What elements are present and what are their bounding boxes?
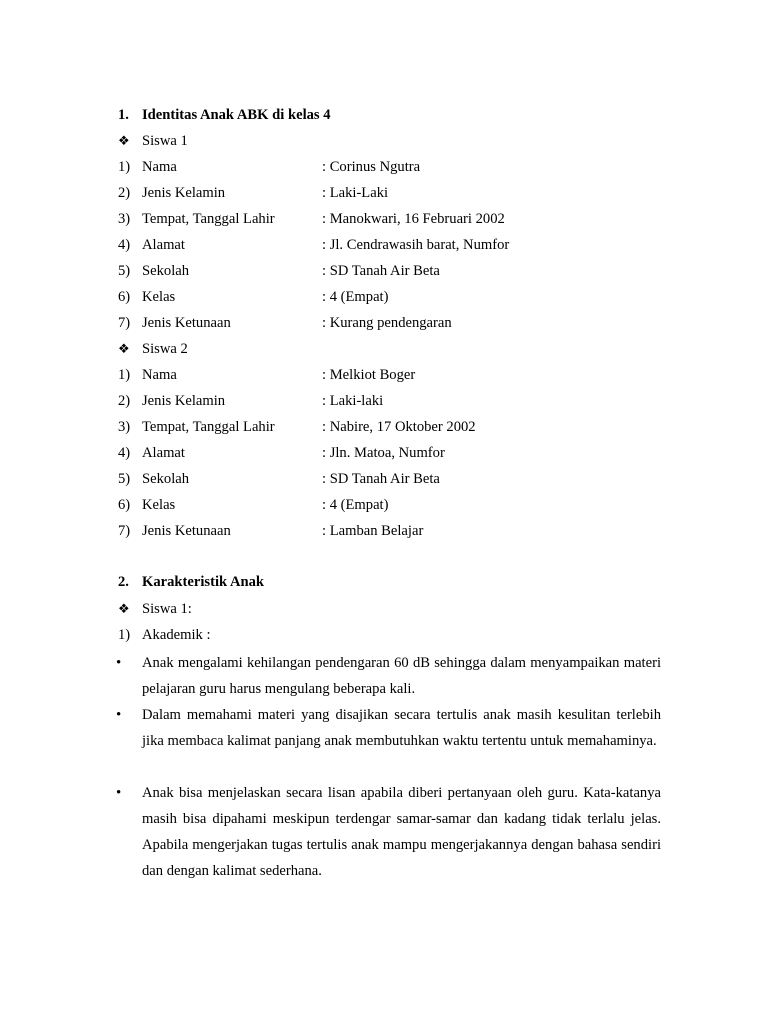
section-2-number: 2.: [118, 574, 129, 590]
row-number: 4): [118, 445, 131, 461]
row-value: : Corinus Ngutra: [322, 159, 421, 175]
row-label: Tempat, Tanggal Lahir: [142, 419, 275, 435]
row-label: Jenis Ketunaan: [142, 315, 231, 331]
section-1-title: Identitas Anak ABK di kelas 4: [142, 107, 331, 123]
row-label: Tempat, Tanggal Lahir: [142, 211, 275, 227]
row-value: : Laki-laki: [322, 393, 384, 409]
row-label: Sekolah: [142, 471, 190, 487]
row-value: : Laki-Laki: [322, 185, 389, 201]
row-number: 5): [118, 471, 131, 487]
diamond-bullet-icon: ❖: [118, 341, 130, 356]
row-value: : SD Tanah Air Beta: [322, 263, 440, 279]
section-1-number: 1.: [118, 107, 129, 123]
row-value: : Melkiot Boger: [322, 367, 416, 383]
row-value: : Kurang pendengaran: [322, 315, 452, 331]
row-number: 6): [118, 497, 131, 513]
row-label: Jenis Ketunaan: [142, 523, 231, 539]
row-number: 2): [118, 185, 131, 201]
row-value: : Jln. Matoa, Numfor: [322, 445, 445, 461]
row-label: Nama: [142, 159, 177, 175]
row-number: 3): [118, 419, 131, 435]
row-value: : Jl. Cendrawasih barat, Numfor: [322, 237, 510, 253]
row-number: 4): [118, 237, 131, 253]
row-value: : 4 (Empat): [322, 289, 389, 305]
row-number: 6): [118, 289, 131, 305]
bullet-paragraph-2: Dalam memahami materi yang disajikan secara tertulis anak masih kesulitan terlebih jika membaca kalimat panjang anak membutuhkan waktu tertentu untuk memahaminya.: [142, 707, 661, 749]
row-label: Sekolah: [142, 263, 190, 279]
row-value: : Manokwari, 16 Februari 2002: [322, 211, 505, 227]
row-label: Jenis Kelamin: [142, 393, 226, 409]
academic-label: Akademik :: [142, 627, 211, 643]
row-value: : SD Tanah Air Beta: [322, 471, 440, 487]
bullet-icon: •: [116, 785, 122, 801]
section-2-title: Karakteristik Anak: [142, 574, 265, 590]
row-number: 5): [118, 263, 131, 279]
row-number: 2): [118, 393, 131, 409]
row-label: Alamat: [142, 445, 185, 461]
bullet-icon: •: [116, 655, 122, 671]
row-number: 7): [118, 315, 131, 331]
row-label: Nama: [142, 367, 177, 383]
row-number: 3): [118, 211, 131, 227]
bullet-paragraph-3: Anak bisa menjelaskan secara lisan apabila diberi pertanyaan oleh guru. Kata-katanya masih bisa dipahami meskipun terdengar samar-samar dan kadang tidak terlalu jelas. Apabila mengerjakan tugas tertulis anak mampu mengerjakannya dengan bahasa sendiri dan dengan kalimat sederhana.: [142, 785, 661, 879]
student-1-char-label: Siswa 1:: [142, 601, 192, 617]
row-label: Jenis Kelamin: [142, 185, 226, 201]
row-number: 1): [118, 627, 131, 643]
bullet-icon: •: [116, 707, 122, 723]
student-2-label: Siswa 2: [142, 341, 188, 357]
row-value: : Nabire, 17 Oktober 2002: [322, 419, 476, 435]
row-number: 1): [118, 367, 131, 383]
row-number: 7): [118, 523, 131, 539]
diamond-bullet-icon: ❖: [118, 133, 130, 148]
student-1-label: Siswa 1: [142, 133, 188, 149]
bullet-paragraph-1: Anak mengalami kehilangan pendengaran 60 dB sehingga dalam menyampaikan materi pelajaran guru harus mengulang beberapa kali.: [142, 655, 661, 697]
row-label: Alamat: [142, 237, 185, 253]
row-value: : Lamban Belajar: [322, 523, 424, 539]
diamond-bullet-icon: ❖: [118, 601, 130, 616]
row-value: : 4 (Empat): [322, 497, 389, 513]
row-label: Kelas: [142, 289, 176, 305]
row-number: 1): [118, 159, 131, 175]
row-label: Kelas: [142, 497, 176, 513]
